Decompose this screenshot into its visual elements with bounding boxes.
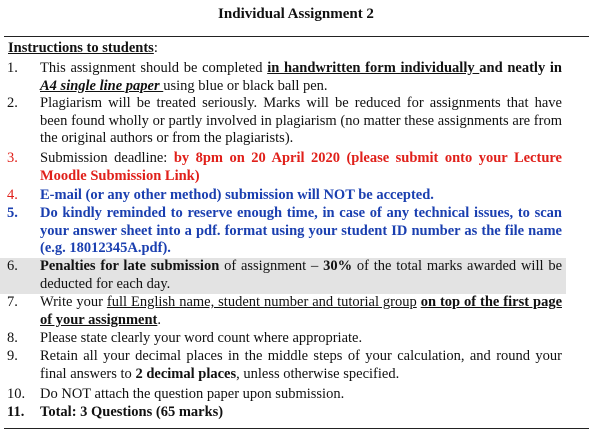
item-text (40, 348, 562, 383)
instruction-item (4, 294, 562, 329)
text-run: Write your (40, 294, 107, 310)
item-text: Total: 3 Questions (65 marks) (40, 404, 224, 420)
instructions-heading (8, 40, 158, 57)
text-run: A4 single line paper (40, 77, 164, 94)
item-text: Do kindly reminded to reserve enough time, in case of any technical issues, to scan your answer sheet into a pdf. format using your student ID number as the file name (e.g. 18012345A.pdf). (40, 205, 562, 257)
text-run: full English name, student number and tutorial group (106, 294, 417, 310)
text-run: of the total marks awarded will be deducted for each day. (40, 258, 563, 292)
text-run: on top of the first page of your assignment (40, 294, 562, 328)
item-text: Plagiarism will be treated seriously. Marks will be reduced for assignments that have been found wholly or partly involved in plagiarism (no matter these assignments are from the original authors or from the plagiarists). (40, 95, 562, 147)
document-title: Individual Assignment 2 (218, 6, 374, 22)
instructions-heading-text: Instructions to students (8, 40, 154, 56)
item-number: 7. (7, 294, 18, 310)
item-number: 3. (7, 150, 18, 166)
instruction-item (4, 60, 562, 95)
item-number: 6. (7, 258, 18, 274)
item-text: Do NOT attach the question paper upon submission. (40, 386, 345, 402)
instructions-heading-colon: : (153, 40, 158, 56)
instruction-item (4, 205, 562, 258)
item-text (40, 150, 562, 185)
instruction-item (4, 95, 562, 148)
instruction-item (4, 258, 562, 293)
item-number: 10. (7, 386, 26, 402)
instruction-item (4, 386, 562, 404)
instruction-item (4, 187, 562, 205)
text-run: Penalties for late submission (40, 258, 220, 274)
text-run: of assignment – (219, 258, 324, 274)
text-run: Retain all your decimal places in the middle steps of your calculation, and round your final answers to (40, 348, 562, 382)
text-run: Submission deadline: (40, 150, 174, 166)
text-run: , unless otherwise specified. (236, 365, 400, 382)
text-run: in handwritten form individually (267, 60, 480, 76)
bottom-divider (4, 428, 589, 429)
text-run: and neatly in (479, 60, 562, 76)
item-text: Please state clearly your word count where appropriate. (40, 330, 363, 346)
item-text: E-mail (or any other method) submission will NOT be accepted. (40, 187, 434, 203)
instruction-item (4, 150, 562, 185)
text-run: by 8pm on 20 April 2020 (please submit onto your Lecture Moodle Submission Link) (40, 150, 562, 184)
top-divider (4, 36, 589, 37)
instruction-item (4, 330, 562, 348)
text-run: using blue or black ball pen. (163, 77, 328, 94)
instruction-item (4, 348, 562, 383)
instruction-item (4, 404, 562, 422)
item-number: 11. (7, 404, 25, 420)
item-text (40, 258, 562, 293)
item-text (40, 60, 562, 95)
text-run: 30% (323, 258, 353, 274)
item-text (40, 294, 562, 329)
item-number: 1. (7, 60, 18, 76)
text-run: 2 decimal places (135, 365, 237, 382)
item-number: 8. (7, 330, 18, 346)
text-run: This assignment should be completed (40, 60, 268, 76)
item-number: 2. (7, 95, 18, 111)
item-number: 5. (7, 205, 18, 221)
item-number: 4. (7, 187, 18, 203)
item-number: 9. (7, 348, 18, 364)
text-run: . (157, 311, 161, 328)
